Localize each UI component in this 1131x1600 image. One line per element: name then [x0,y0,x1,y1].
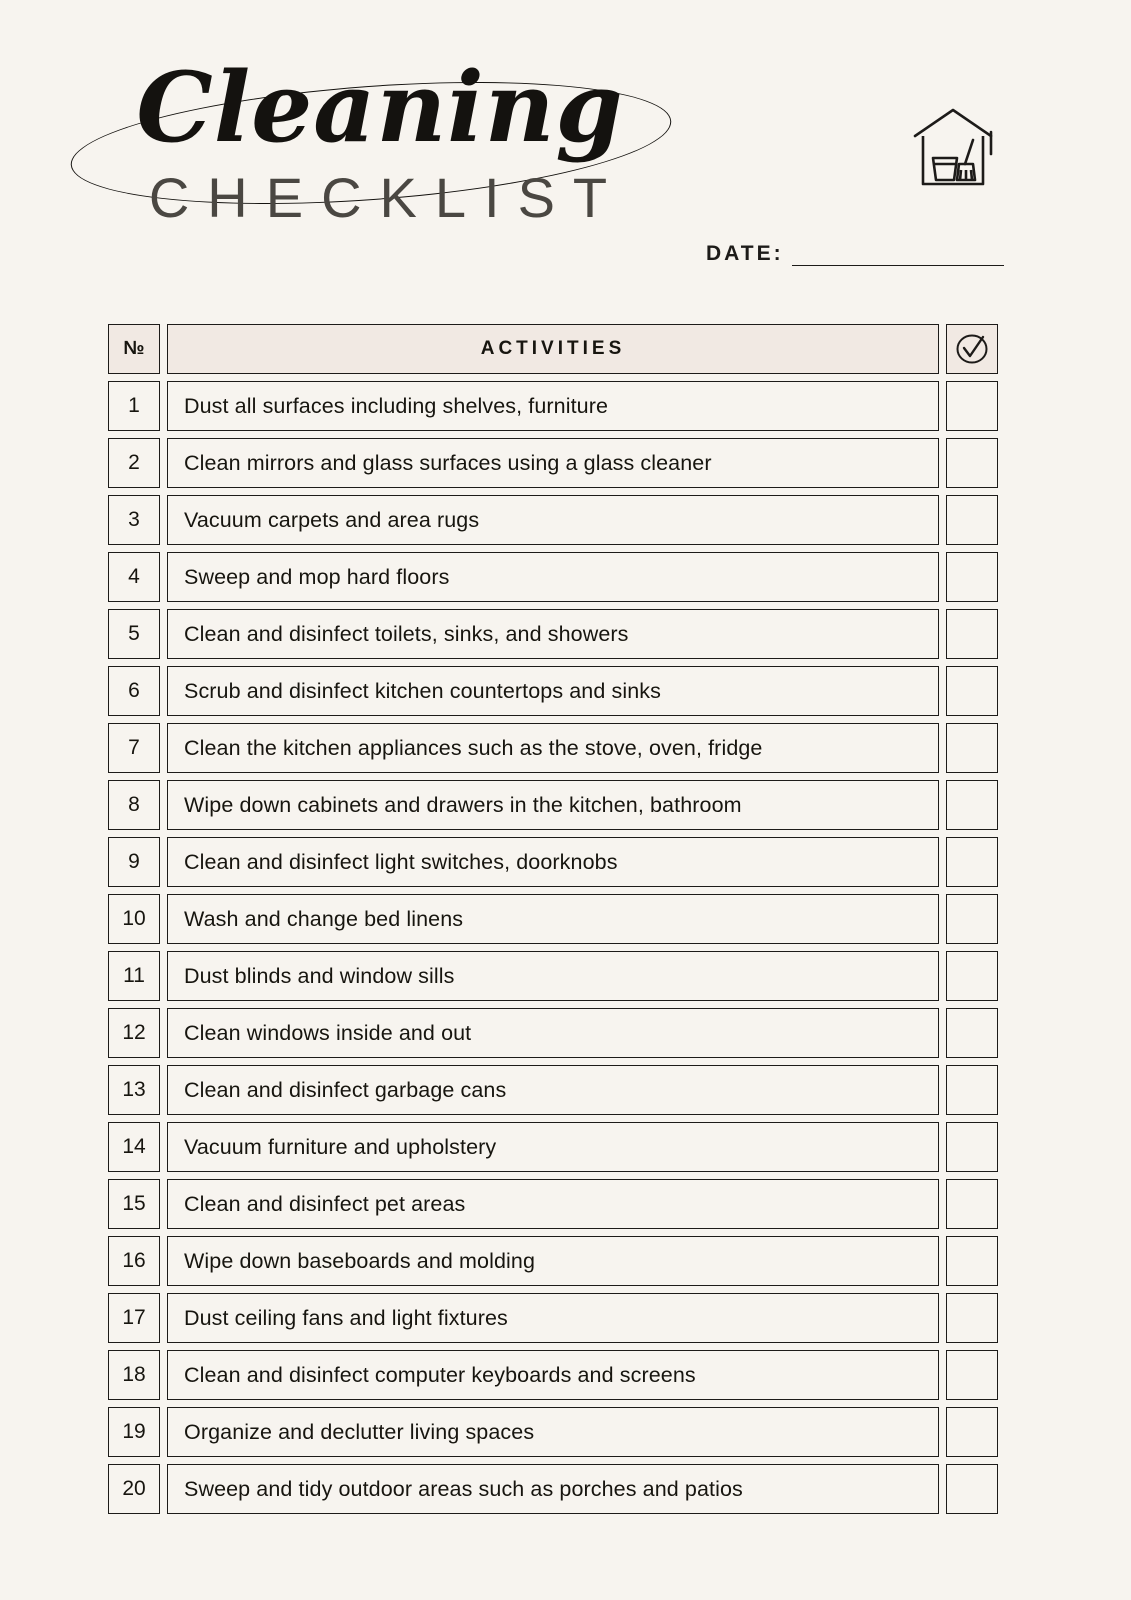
row-activity: Wash and change bed linens [167,894,939,944]
row-checkbox[interactable] [946,837,998,887]
row-activity: Dust blinds and window sills [167,951,939,1001]
table-body [108,381,998,1514]
row-checkbox[interactable] [946,1350,998,1400]
row-activity: Vacuum furniture and upholstery [167,1122,939,1172]
row-number: 13 [108,1065,160,1115]
row-number: 1 [108,381,160,431]
row-activity: Clean the kitchen appliances such as the stove, oven, fridge [167,723,939,773]
date-field[interactable] [706,242,1004,266]
row-checkbox[interactable] [946,381,998,431]
row-activity: Wipe down baseboards and molding [167,1236,939,1286]
row-checkbox[interactable] [946,666,998,716]
row-number: 14 [108,1122,160,1172]
column-header-activities: ACTIVITIES [167,324,939,374]
row-number: 9 [108,837,160,887]
row-number: 17 [108,1293,160,1343]
table-row [108,951,998,1001]
row-number: 10 [108,894,160,944]
row-checkbox[interactable] [946,1236,998,1286]
table-row [108,1065,998,1115]
row-checkbox[interactable] [946,894,998,944]
table-row [108,837,998,887]
title-block [70,51,690,230]
row-number: 6 [108,666,160,716]
table-row [108,381,998,431]
row-number: 5 [108,609,160,659]
table-row [108,1464,998,1514]
house-cleaning-icon [905,100,1001,196]
row-checkbox[interactable] [946,495,998,545]
column-header-number: № [108,324,160,374]
page-subtitle: CHECKLIST [148,165,626,229]
row-number: 4 [108,552,160,602]
row-number: 11 [108,951,160,1001]
row-number: 16 [108,1236,160,1286]
date-label: DATE: [706,242,784,265]
table-row [108,1122,998,1172]
row-checkbox[interactable] [946,951,998,1001]
row-activity: Organize and declutter living spaces [167,1407,939,1457]
table-header-row [108,324,998,374]
row-activity: Wipe down cabinets and drawers in the kitchen, bathroom [167,780,939,830]
row-activity: Clean mirrors and glass surfaces using a glass cleaner [167,438,939,488]
row-activity: Clean and disinfect pet areas [167,1179,939,1229]
row-checkbox[interactable] [946,552,998,602]
check-circle-icon [955,332,989,366]
row-number: 7 [108,723,160,773]
row-checkbox[interactable] [946,1293,998,1343]
row-number: 3 [108,495,160,545]
page-header [0,0,1131,300]
table-row [108,1236,998,1286]
row-activity: Clean and disinfect toilets, sinks, and showers [167,609,939,659]
row-activity: Clean and disinfect computer keyboards and screens [167,1350,939,1400]
row-number: 8 [108,780,160,830]
row-number: 19 [108,1407,160,1457]
table-row [108,495,998,545]
row-number: 18 [108,1350,160,1400]
table-row [108,609,998,659]
row-number: 12 [108,1008,160,1058]
table-row [108,1293,998,1343]
table-row [108,438,998,488]
row-number: 15 [108,1179,160,1229]
row-checkbox[interactable] [946,609,998,659]
table-row [108,1179,998,1229]
row-checkbox[interactable] [946,780,998,830]
table-row [108,1407,998,1457]
row-activity: Dust all surfaces including shelves, furniture [167,381,939,431]
row-checkbox[interactable] [946,1008,998,1058]
row-checkbox[interactable] [946,1122,998,1172]
page-title: Cleaning [136,51,624,164]
row-number: 20 [108,1464,160,1514]
table-row [108,894,998,944]
row-activity: Clean and disinfect light switches, doorknobs [167,837,939,887]
row-activity: Sweep and tidy outdoor areas such as porches and patios [167,1464,939,1514]
row-checkbox[interactable] [946,438,998,488]
row-activity: Vacuum carpets and area rugs [167,495,939,545]
row-activity: Dust ceiling fans and light fixtures [167,1293,939,1343]
table-row [108,552,998,602]
row-number: 2 [108,438,160,488]
table-row [108,666,998,716]
row-checkbox[interactable] [946,1407,998,1457]
row-activity: Clean windows inside and out [167,1008,939,1058]
row-checkbox[interactable] [946,1065,998,1115]
checklist-table [108,324,998,1521]
column-header-check [946,324,998,374]
row-activity: Clean and disinfect garbage cans [167,1065,939,1115]
table-row [108,780,998,830]
row-activity: Scrub and disinfect kitchen countertops and sinks [167,666,939,716]
table-row [108,723,998,773]
row-checkbox[interactable] [946,1464,998,1514]
row-activity: Sweep and mop hard floors [167,552,939,602]
table-row [108,1350,998,1400]
table-row [108,1008,998,1058]
date-input-line[interactable] [792,249,1004,266]
row-checkbox[interactable] [946,1179,998,1229]
row-checkbox[interactable] [946,723,998,773]
